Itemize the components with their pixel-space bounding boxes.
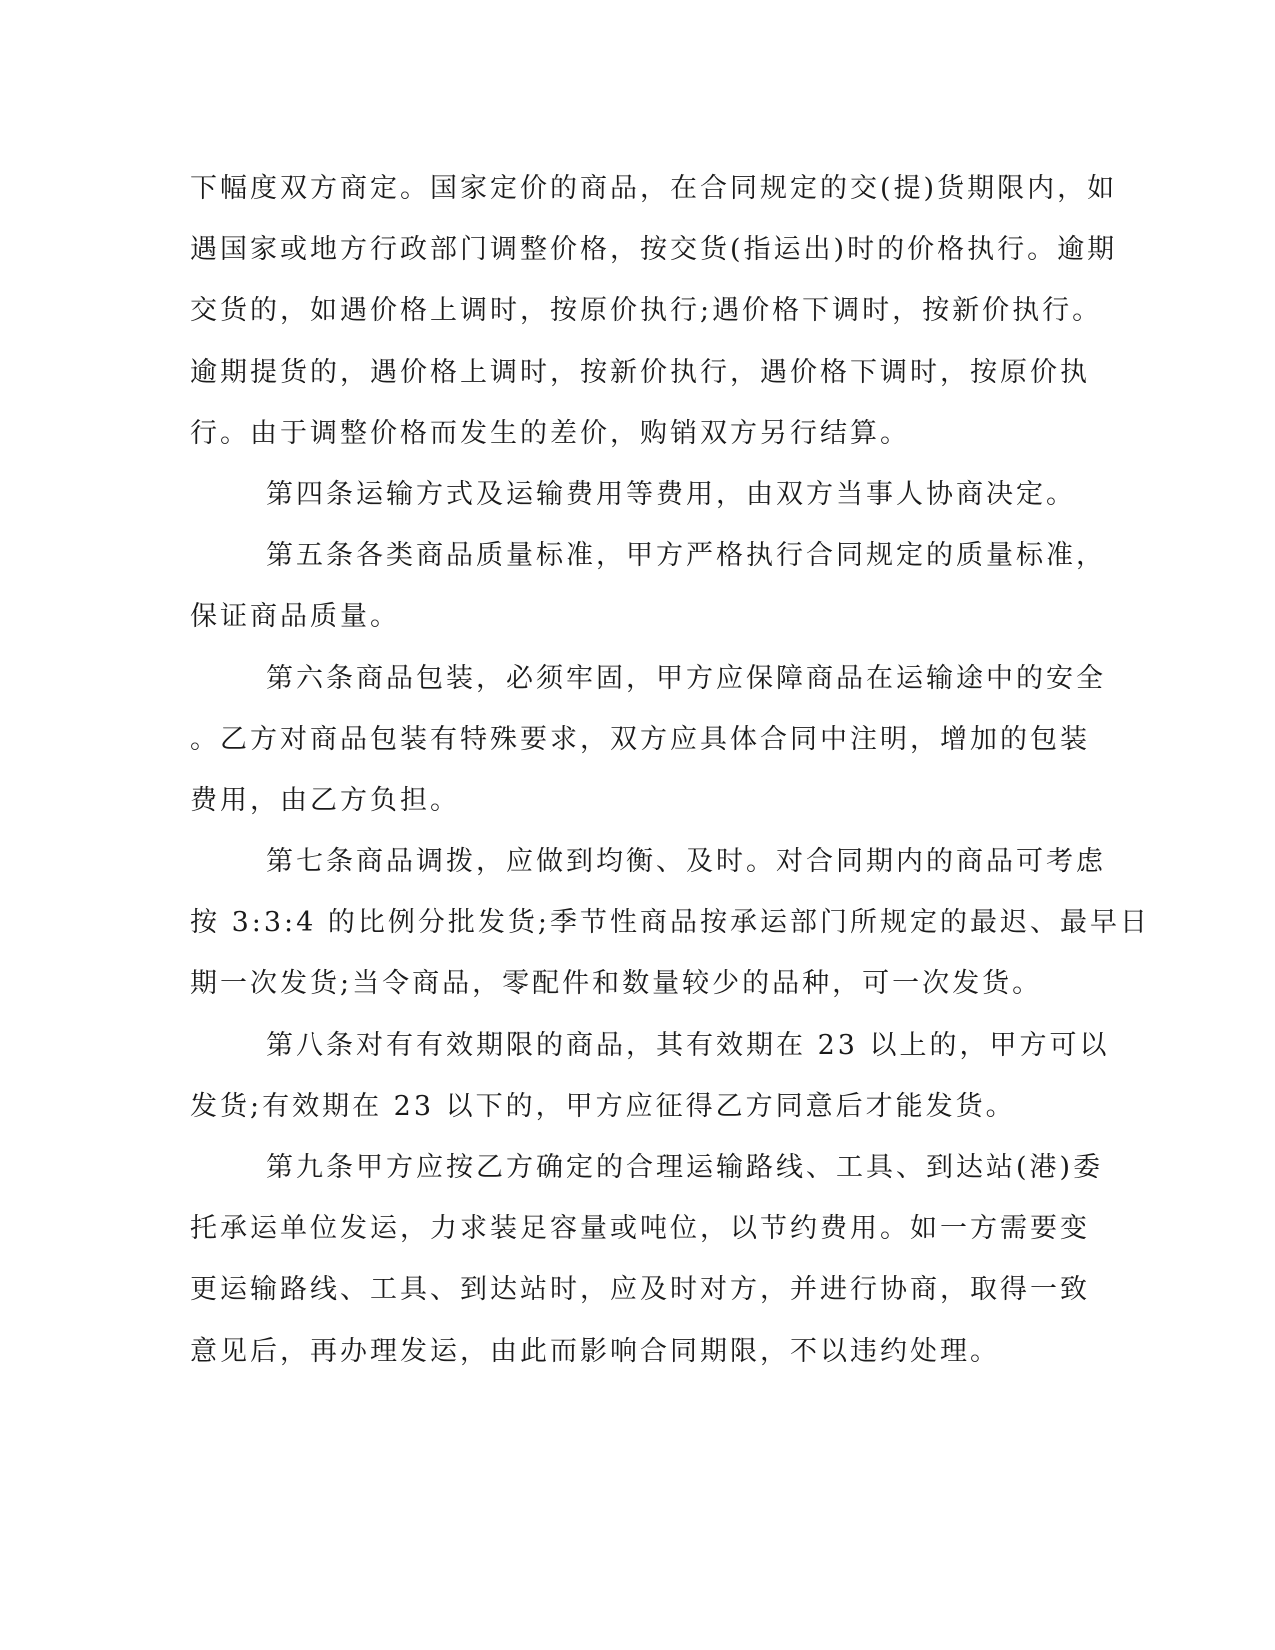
text-line: 交货的，如遇价格上调时，按原价执行;遇价格下调时，按新价执行。: [190, 295, 1103, 327]
article-7-line: 第七条商品调拨，应做到均衡、及时。对合同期内的商品可考虑: [266, 846, 1106, 878]
article-4-line: 第四条运输方式及运输费用等费用，由双方当事人协商决定。: [266, 478, 1076, 510]
article-5-line: 第五条各类商品质量标准，甲方严格执行合同规定的质量标准，: [266, 540, 1106, 572]
text-line: 。乙方对商品包装有特殊要求，双方应具体合同中注明，增加的包装: [190, 723, 1090, 755]
article-9-line: 第九条甲方应按乙方确定的合理运输路线、工具、到达站(港)委: [266, 1152, 1104, 1183]
text-line: 遇国家或地方行政部门调整价格，按交货(指运出)时的价格执行。逾期: [190, 234, 1118, 266]
contract-body-text: [190, 158, 1150, 1382]
text-line: 发货;有效期在 23 以下的，甲方应征得乙方同意后才能发货。: [190, 1090, 1016, 1122]
text-line: 逾期提货的，遇价格上调时，按新价执行，遇价格下调时，按原价执: [190, 356, 1090, 388]
text-line: 按 3:3:4 的比例分批发货;季节性商品按承运部门所规定的最迟、最早日: [190, 907, 1150, 939]
text-line: 意见后，再办理发运，由此而影响合同期限，不以违约处理。: [190, 1335, 1000, 1367]
text-line: 行。由于调整价格而发生的差价，购销双方另行结算。: [190, 417, 910, 449]
text-line: 费用，由乙方负担。: [190, 784, 460, 816]
text-line: 更运输路线、工具、到达站时，应及时对方，并进行协商，取得一致: [190, 1274, 1090, 1306]
article-8-line: 第八条对有有效期限的商品，其有效期在 23 以上的，甲方可以: [266, 1029, 1110, 1061]
text-line: 下幅度双方商定。国家定价的商品，在合同规定的交(提)货期限内，如: [190, 173, 1118, 204]
article-6-line: 第六条商品包装，必须牢固，甲方应保障商品在运输途中的安全: [266, 662, 1106, 694]
text-line: 托承运单位发运，力求装足容量或吨位，以节约费用。如一方需要变: [190, 1213, 1090, 1245]
text-line: 期一次发货;当令商品，零配件和数量较少的品种，可一次发货。: [190, 968, 1043, 1000]
text-line: 保证商品质量。: [190, 601, 400, 633]
